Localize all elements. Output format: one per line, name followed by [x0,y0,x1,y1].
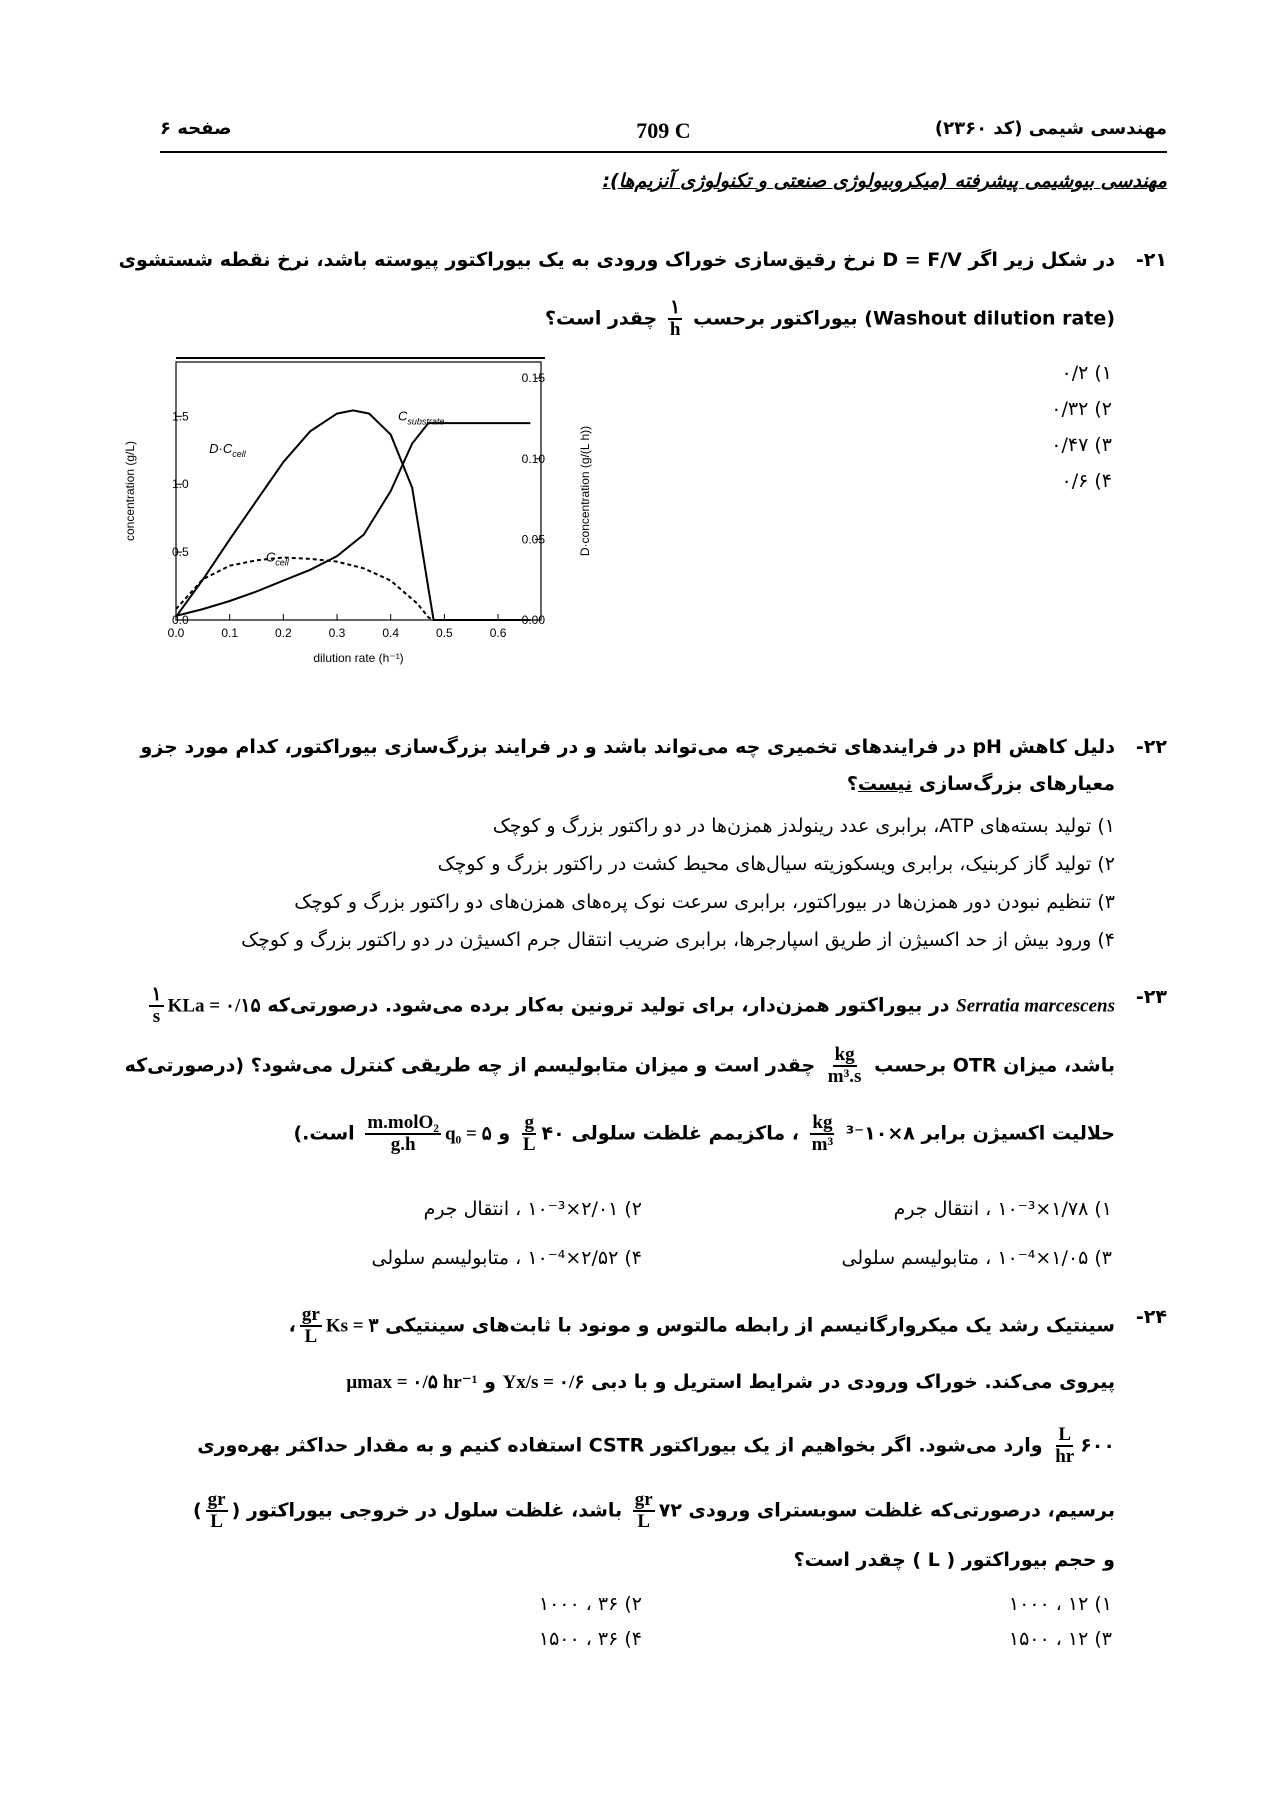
q22-number: ۲۲- [1135,736,1167,758]
q23-number: ۲۳- [1135,986,1167,1008]
q23-option-3[interactable]: ۳) ۱/۰۵×۱۰⁻⁴ ، متابولیسم سلولی [841,1247,1112,1269]
washout-chart [108,350,608,695]
exam-page: مهندسی شیمی (کد ۲۳۶۰) 709 C صفحه ۶ مهندسی بیوشیمی پیشرفته (میکروبیولوژی صنعتی و تکنولوژی آنزیم‌ها): ۲۱- در شکل زیر اگر D = F/V نرخ رقیق‌سازی خوراک ورودی به یک بیوراکتور پیوسته باشد، نرخ نقطه شستشوی (Washout dilution rate) بیوراکتور برحسب $\frac{۱}{h}$ چقدر است؟ ۱) ۰/۲ ۲) ۰/۳۲ ۳) ۰/۴۷ ۴) ۰/۶ 0.0 0.1 0.2 0.3 0.4 0.5 0.6 0.0 0.5 1.0 1.5 0.00 0.05 0.10 0.15 dilution rate (h⁻¹) concentration (g/L) D·concentration (g/(L h)) $D\cdot C_{cell}$ $C_{cell}$ $C_{substrate}$ ۲۲- دلیل کاهش pH در فرایندهای تخمیری چه می‌تواند باشد و در فرایند بزرگ‌سازی بیوراکتور، کدام مورد جزو معیارهای بزرگ‌سازی نیست؟ ۱) تولید بسته‌های ATP، برابری عدد رینولدز همزن‌ها در دو راکتور بزرگ و کوچک ۲) تولید گاز کربنیک، برابری ویسکوزیته سیال‌های محیط کشت در راکتور بزرگ و کوچک ۳) تنظیم نبودن دور همزن‌ها در بیوراکتور، برابری سرعت نوک پره‌های همزن‌های دو راکتور بزرگ و کوچک ۴) ورود بیش از حد اکسیژن از طریق اسپارجرها، برابری ضریب انتقال جرم اکسیژن در دو راکتور بزرگ و کوچک ۲۳- Serratia marcescens در بیوراکتور همزن‌دار، برای تولید ترونین به‌کار برده می‌شود. درصورتی‌که KLa = ۰/۱۵ $\frac{۱}{s}$ باشد، میزان OTR برحسب $\frac{kg}{\text{m³.s}}$ چقدر است و میزان متابولیسم از چه طریقی کنترل می‌شود؟ (درصورتی‌که حلالیت اکسیژن برابر ۸×۱۰⁻³ $\frac{kg}{\text{m³}}$ ، ماکزیمم غلظت سلولی ۴۰ $\frac{g}{L}$ و q₀ = ۵ $\frac{\text{m.molO₂}}{g.h}$ است.) ۱) ۱/۷۸×۱۰⁻³ ، انتقال جرم ۲) ۲/۰۱×۱۰⁻³ ، انتقال جرم ۳) ۱/۰۵×۱۰⁻⁴ ، متابولیسم سلولی ۴) ۲/۵۲×۱۰⁻⁴ ، متابولیسم سلولی ۲۴- سینتیک رشد یک میکروارگانیسم از رابطه مالتوس و مونود با ثابت‌های سینتیکی Ks = ۳ $\frac{gr}{L}$ ، پیروی می‌کند. خوراک ورودی در شرایط استریل و با دبی Yx/s = ۰/۶ و μmax = ۰/۵ hr⁻¹ ۶۰۰ $\frac{L}{hr}$ وارد می‌شود. اگر بخواهیم از یک بیوراکتور CSTR استفاده کنیم و به مقدار حداکثر بهره‌وری برسیم، درصورتی‌که غلظت سوبسترای ورودی ۷۲ $\frac{gr}{L}$ باشد، غلظت سلول در خروجی بیوراکتور ( $\frac{gr}{L}$ ) و حجم بیوراکتور ( L ) چقدر است؟ ۱) ۱۲ ، ۱۰۰۰ ۲) ۳۶ ، ۱۰۰۰ ۳) ۱۲ ، ۱۵۰۰ ۴) ۳۶ ، ۱۵۰۰ [0,0,1277,1807]
q21-option-3[interactable]: ۳) ۰/۴۷ [1051,434,1112,456]
y-tick-label-1: 0.5 [172,545,189,560]
page-number: صفحه ۶ [160,118,232,139]
q24-option-3[interactable]: ۳) ۱۲ ، ۱۵۰۰ [1008,1628,1112,1650]
y-axis-label: concentration (g/L) [123,440,137,542]
q21-option-2[interactable]: ۲) ۰/۳۲ [1051,398,1112,420]
y2-tick-label-1: 0.05 [521,532,545,547]
x-tick-label-1: 0.1 [221,626,239,640]
q23-option-4[interactable]: ۴) ۲/۵۲×۱۰⁻⁴ ، متابولیسم سلولی [371,1247,642,1269]
x-tick-label-5: 0.5 [436,626,453,640]
q22-option-2[interactable]: ۲) تولید گاز کربنیک، برابری ویسکوزیته سیال‌های محیط کشت در راکتور بزرگ و کوچک [437,853,1115,875]
q23-option-2[interactable]: ۲) ۲/۰۱×۱۰⁻³ ، انتقال جرم [423,1198,642,1220]
exam-title: مهندسی شیمی (کد ۲۳۶۰) [934,118,1167,139]
y-tick-label-2: 1.0 [172,477,189,492]
q22-option-1[interactable]: ۱) تولید بسته‌های ATP، برابری عدد رینولدز همزن‌ها در دو راکتور بزرگ و کوچک [492,815,1115,837]
y2-tick-label-0: 0.00 [521,613,545,627]
x-tick-label-6: 0.6 [489,626,507,640]
x-tick-label-0: 0.0 [167,626,185,640]
booklet-code: 709 C [636,118,691,143]
q22-option-3[interactable]: ۳) تنظیم نبودن دور همزن‌ها در بیوراکتور، برابری سرعت نوک پره‌های همزن‌های دو راکتور بزرگ و کوچک [294,891,1115,913]
label-c-substrate: $C_{substrate}$ [397,408,445,427]
q21-number: ۲۱- [1135,249,1167,271]
curve-c [176,558,530,621]
x-axis-label: dilution rate (h⁻¹) [313,651,404,665]
x-tick-label-4: 0.4 [382,626,400,640]
label-c-cell: $C_{cell}$ [265,549,289,568]
page-header [160,118,1167,148]
q24-option-2[interactable]: ۲) ۳۶ ، ۱۰۰۰ [538,1593,642,1615]
q22-option-4[interactable]: ۴) ورود بیش از حد اکسیژن از طریق اسپارجرها، برابری ضریب انتقال جرم اکسیژن در دو راکتور بزرگ و کوچک [241,929,1115,951]
q21-unit-fraction: $\frac{۱}{h}$ [669,297,681,340]
q21-option-4[interactable]: ۴) ۰/۶ [1061,470,1112,492]
q21-option-1[interactable]: ۱) ۰/۲ [1061,362,1112,384]
y-tick-label-3: 1.5 [172,409,189,424]
y2-tick-label-2: 0.10 [521,451,545,466]
y2-tick-label-3: 0.15 [521,371,545,386]
y2-axis-label: D·concentration (g/(L h)) [578,425,592,557]
plot-frame [176,362,541,620]
q23-option-1[interactable]: ۱) ۱/۷۸×۱۰⁻³ ، انتقال جرم [893,1198,1112,1220]
x-tick-label-3: 0.3 [328,626,346,640]
subject-title: مهندسی بیوشیمی پیشرفته (میکروبیولوژی صنعتی و تکنولوژی آنزیم‌ها): [602,170,1167,192]
header-divider [160,151,1167,153]
q24-option-1[interactable]: ۱) ۱۲ ، ۱۰۰۰ [1008,1593,1112,1615]
label-dc-cell: $D\cdot C_{cell}$ [209,440,246,459]
q24-option-4[interactable]: ۴) ۳۶ ، ۱۵۰۰ [538,1628,642,1650]
x-tick-label-2: 0.2 [275,626,292,640]
q24-number: ۲۴- [1135,1306,1167,1328]
y-tick-label-0: 0.0 [172,613,189,627]
